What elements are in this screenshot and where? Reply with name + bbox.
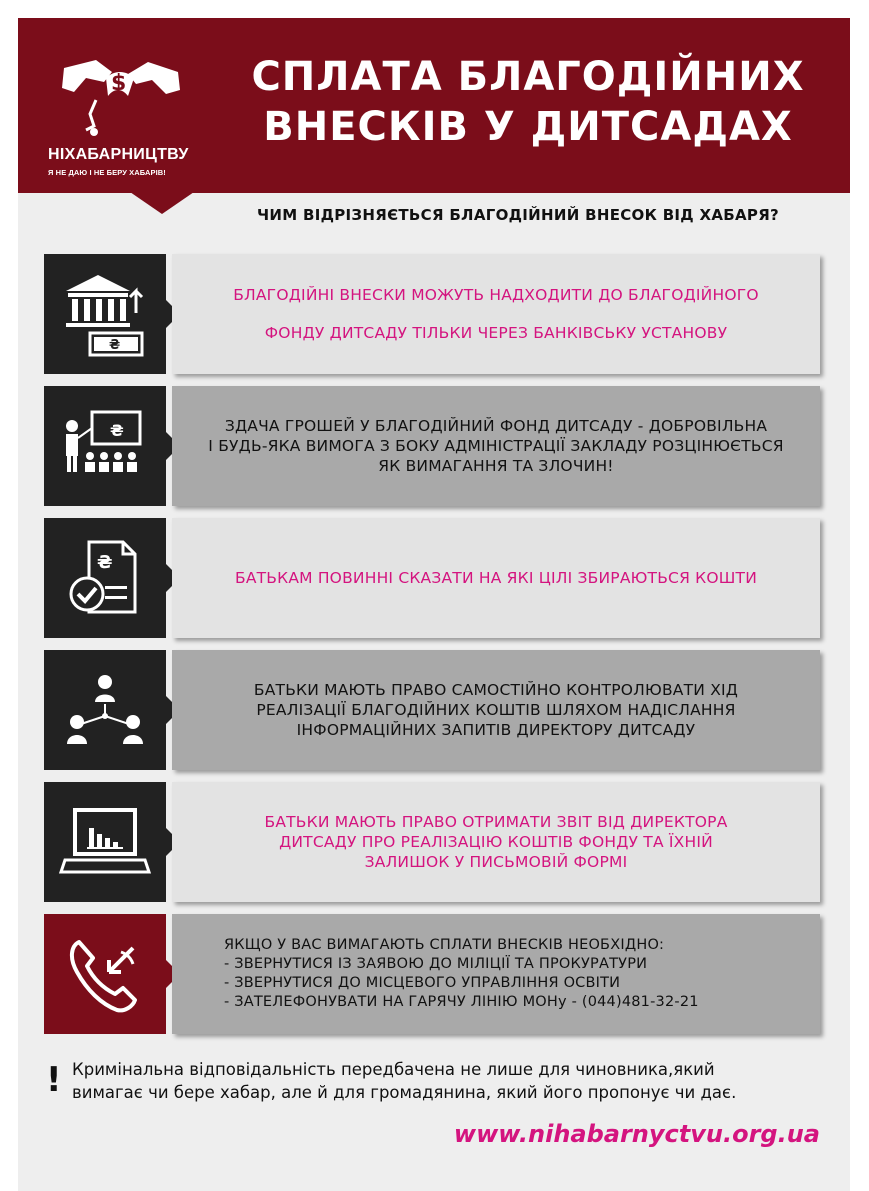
people-network-icon bbox=[63, 670, 147, 750]
row-icon-box bbox=[44, 650, 166, 770]
row-panel bbox=[172, 254, 820, 374]
info-row-bank bbox=[44, 254, 820, 374]
info-row-control bbox=[44, 650, 820, 770]
info-row-voluntary bbox=[44, 386, 820, 506]
poster bbox=[18, 18, 850, 1191]
row-text-line: ЯК ВИМАГАННЯ ТА ЗЛОЧИН! bbox=[378, 457, 614, 475]
row-text-line: ФОНДУ ДИТСАДУ ТІЛЬКИ ЧЕРЕЗ БАНКІВСЬКУ УСТАНОВУ bbox=[264, 323, 728, 342]
header-pointer bbox=[130, 192, 194, 214]
row-text-line: ЗДАЧА ГРОШЕЙ У БЛАГОДІЙНИЙ ФОНД ДИТСАДУ - ДОБРОВІЛЬНА bbox=[224, 417, 768, 435]
row-icon-box bbox=[44, 914, 166, 1034]
info-row-hotline bbox=[44, 914, 820, 1034]
title-line-1: СПЛАТА БЛАГОДІЙНИХ bbox=[251, 54, 805, 100]
row-text-line: БАТЬКИ МАЮТЬ ПРАВО ОТРИМАТИ ЗВІТ ВІД ДИРЕКТОРА bbox=[264, 813, 728, 831]
row-icon-box bbox=[44, 254, 166, 374]
title-line-2: ВНЕСКІВ У ДИТСАДАХ bbox=[263, 104, 793, 150]
logo-name: НІХАБАРНИЦТВУ bbox=[48, 146, 189, 163]
document-check-icon bbox=[65, 536, 145, 620]
row-text-line: ІНФОРМАЦІЙНИХ ЗАПИТІВ ДИРЕКТОРУ ДИТСАДУ bbox=[296, 721, 696, 739]
row-icon-box bbox=[44, 782, 166, 902]
row-panel bbox=[172, 386, 820, 506]
website-link[interactable]: www.nihabarnyctvu.org.ua bbox=[453, 1120, 820, 1148]
notice-line-2: вимагає чи бере хабар, але й для громадянина, який його пропонує чи дає. bbox=[72, 1083, 737, 1102]
row-text-line: БАТЬКАМ ПОВИННІ СКАЗАТИ НА ЯКІ ЦІЛІ ЗБИРАЮТЬСЯ КОШТИ bbox=[234, 569, 758, 587]
row-text-line: ЯКЩО У ВАС ВИМАГАЮТЬ СПЛАТИ ВНЕСКІВ НЕОБХІДНО: bbox=[224, 937, 665, 953]
row-text-line: - ЗВЕРНУТИСЯ ДО МІСЦЕВОГО УПРАВЛІННЯ ОСВІТИ bbox=[224, 975, 621, 991]
row-text-line: І БУДЬ-ЯКА ВИМОГА З БОКУ АДМІНІСТРАЦІЇ ЗАКЛАДУ РОЗЦІНЮЄТЬСЯ bbox=[208, 437, 784, 455]
phone-call-icon bbox=[63, 932, 147, 1016]
row-text-line: ДИТСАДУ ПРО РЕАЛІЗАЦІЮ КОШТІВ ФОНДУ ТА ЇХНІЙ bbox=[279, 833, 713, 851]
row-text-line: ЗАЛИШОК У ПИСЬМОВІЙ ФОРМІ bbox=[364, 853, 628, 871]
row-text-line: - ЗВЕРНУТИСЯ ІЗ ЗАЯВОЮ ДО МІЛІЦІЇ ТА ПРОКУРАТУРИ bbox=[224, 956, 648, 972]
row-text-line: БЛАГОДІЙНІ ВНЕСКИ МОЖУТЬ НАДХОДИТИ ДО БЛАГОДІЙНОГО bbox=[233, 286, 759, 305]
row-text-line: БАТЬКИ МАЮТЬ ПРАВО САМОСТІЙНО КОНТРОЛЮВАТИ ХІД bbox=[253, 681, 739, 699]
bank-money-icon bbox=[60, 269, 150, 359]
page-title bbox=[223, 52, 833, 152]
row-icon-box bbox=[44, 386, 166, 506]
row-text-line: - ЗАТЕЛЕФОНУВАТИ НА ГАРЯЧУ ЛІНІЮ МОНу - (044)481-32-21 bbox=[224, 994, 699, 1010]
svg-text:$: $ bbox=[111, 71, 127, 96]
info-row-purpose bbox=[44, 518, 820, 638]
svg-text:₴: ₴ bbox=[109, 338, 121, 353]
section-question: ЧИМ ВІДРІЗНЯЄТЬСЯ БЛАГОДІЙНИЙ ВНЕСОК ВІД ХАБАРЯ? bbox=[256, 206, 780, 224]
svg-text:₴: ₴ bbox=[110, 421, 124, 440]
notice-text bbox=[72, 1058, 832, 1104]
logo-tagline: Я НЕ ДАЮ І НЕ БЕРУ ХАБАРІВ! bbox=[48, 168, 166, 177]
header-banner bbox=[18, 18, 850, 193]
row-panel bbox=[172, 518, 820, 638]
row-icon-box bbox=[44, 518, 166, 638]
row-panel bbox=[172, 782, 820, 902]
svg-text:₴: ₴ bbox=[97, 552, 113, 573]
presentation-audience-icon bbox=[60, 406, 150, 486]
laptop-chart-icon bbox=[57, 802, 153, 882]
row-panel bbox=[172, 914, 820, 1034]
row-text-line: РЕАЛІЗАЦІЇ БЛАГОДІЙНИХ КОШТІВ ШЛЯХОМ НАДІСЛАННЯ bbox=[256, 701, 736, 719]
handshake-refuse-icon bbox=[56, 48, 186, 138]
exclamation-icon: ! bbox=[46, 1060, 62, 1100]
info-row-report bbox=[44, 782, 820, 902]
notice-line-1: Кримінальна відповідальність передбачена не лише для чиновника,який bbox=[72, 1060, 715, 1079]
row-panel bbox=[172, 650, 820, 770]
logo bbox=[44, 42, 214, 182]
